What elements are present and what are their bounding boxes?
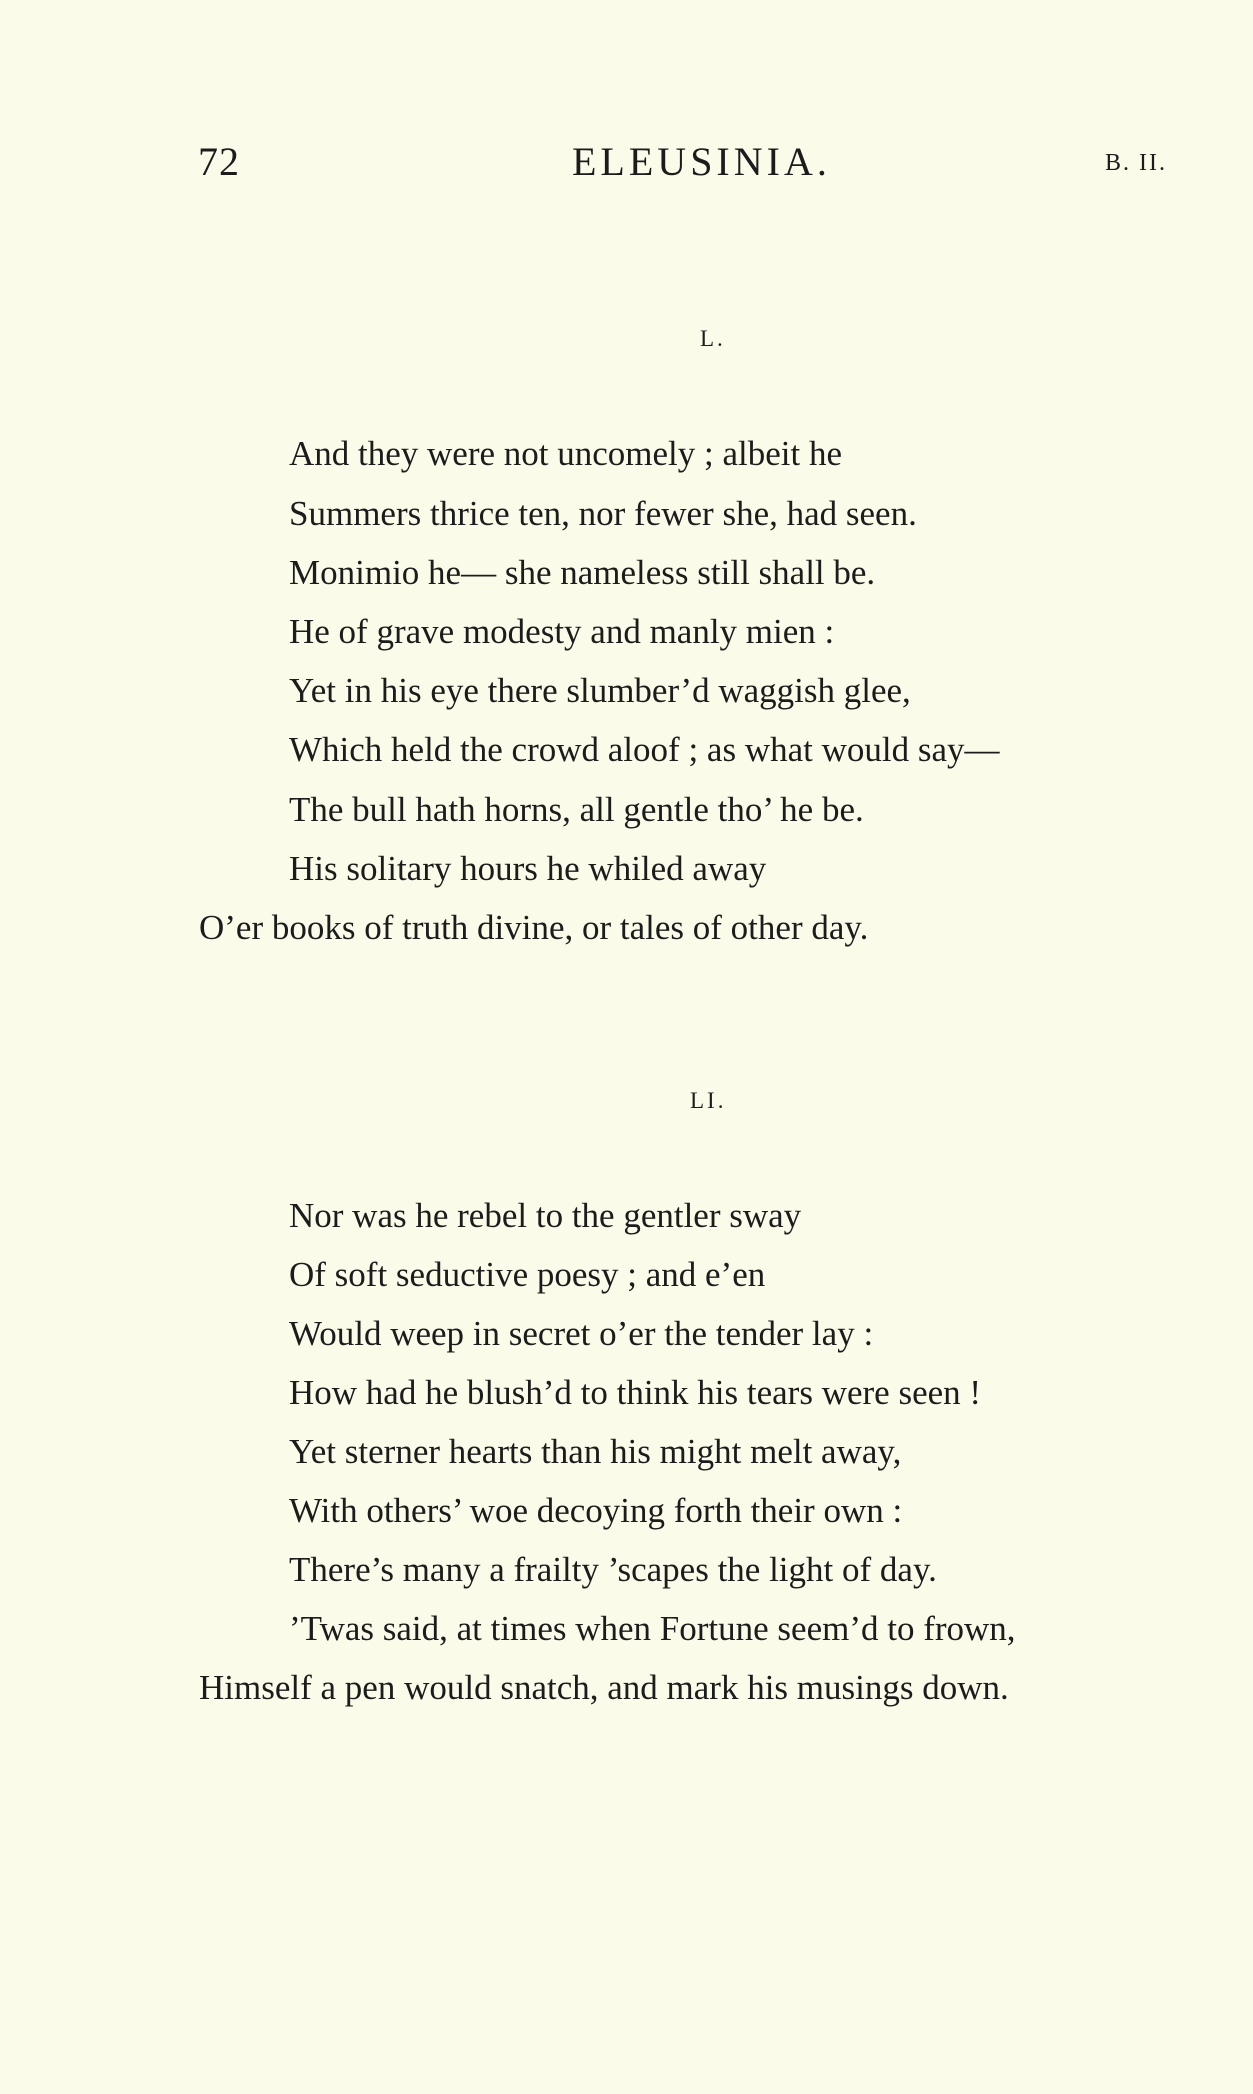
verse-line: Of soft seductive poesy ; and e’en <box>289 1255 766 1294</box>
verse-line: Yet in his eye there slumber’d waggish glee, <box>289 671 911 710</box>
verse-line: The bull hath horns, all gentle tho’ he be. <box>289 790 864 829</box>
verse-line: His solitary hours he whiled away <box>289 849 767 888</box>
verse-line: How had he blush’d to think his tears were seen ! <box>289 1373 982 1412</box>
verse-line: O’er books of truth divine, or tales of other day. <box>199 908 869 947</box>
verse-line: And they were not uncomely ; albeit he <box>289 434 843 473</box>
verse-line: Nor was he rebel to the gentler sway <box>289 1196 802 1235</box>
stanza-number: L. <box>700 326 726 351</box>
page-number: 72 <box>198 139 240 184</box>
verse-line: Would weep in secret o’er the tender lay : <box>289 1314 874 1353</box>
running-title: ELEUSINIA. <box>572 139 831 184</box>
verse-line: Summers thrice ten, nor fewer she, had seen. <box>289 494 917 533</box>
book-number: B. II. <box>1105 150 1167 176</box>
verse-line: He of grave modesty and manly mien : <box>289 612 835 651</box>
verse-line: Which held the crowd aloof ; as what would say— <box>289 730 1000 769</box>
stanza-number: LI. <box>690 1088 727 1113</box>
verse-line: Himself a pen would snatch, and mark his musings down. <box>199 1668 1009 1707</box>
verse-line: With others’ woe decoying forth their own : <box>289 1491 903 1530</box>
verse-line: Yet sterner hearts than his might melt away, <box>289 1432 902 1471</box>
verse-line: Monimio he— she nameless still shall be. <box>289 553 876 592</box>
verse-line: There’s many a frailty ’scapes the light of day. <box>289 1550 937 1589</box>
verse-line: ’Twas said, at times when Fortune seem’d to frown, <box>289 1609 1016 1648</box>
